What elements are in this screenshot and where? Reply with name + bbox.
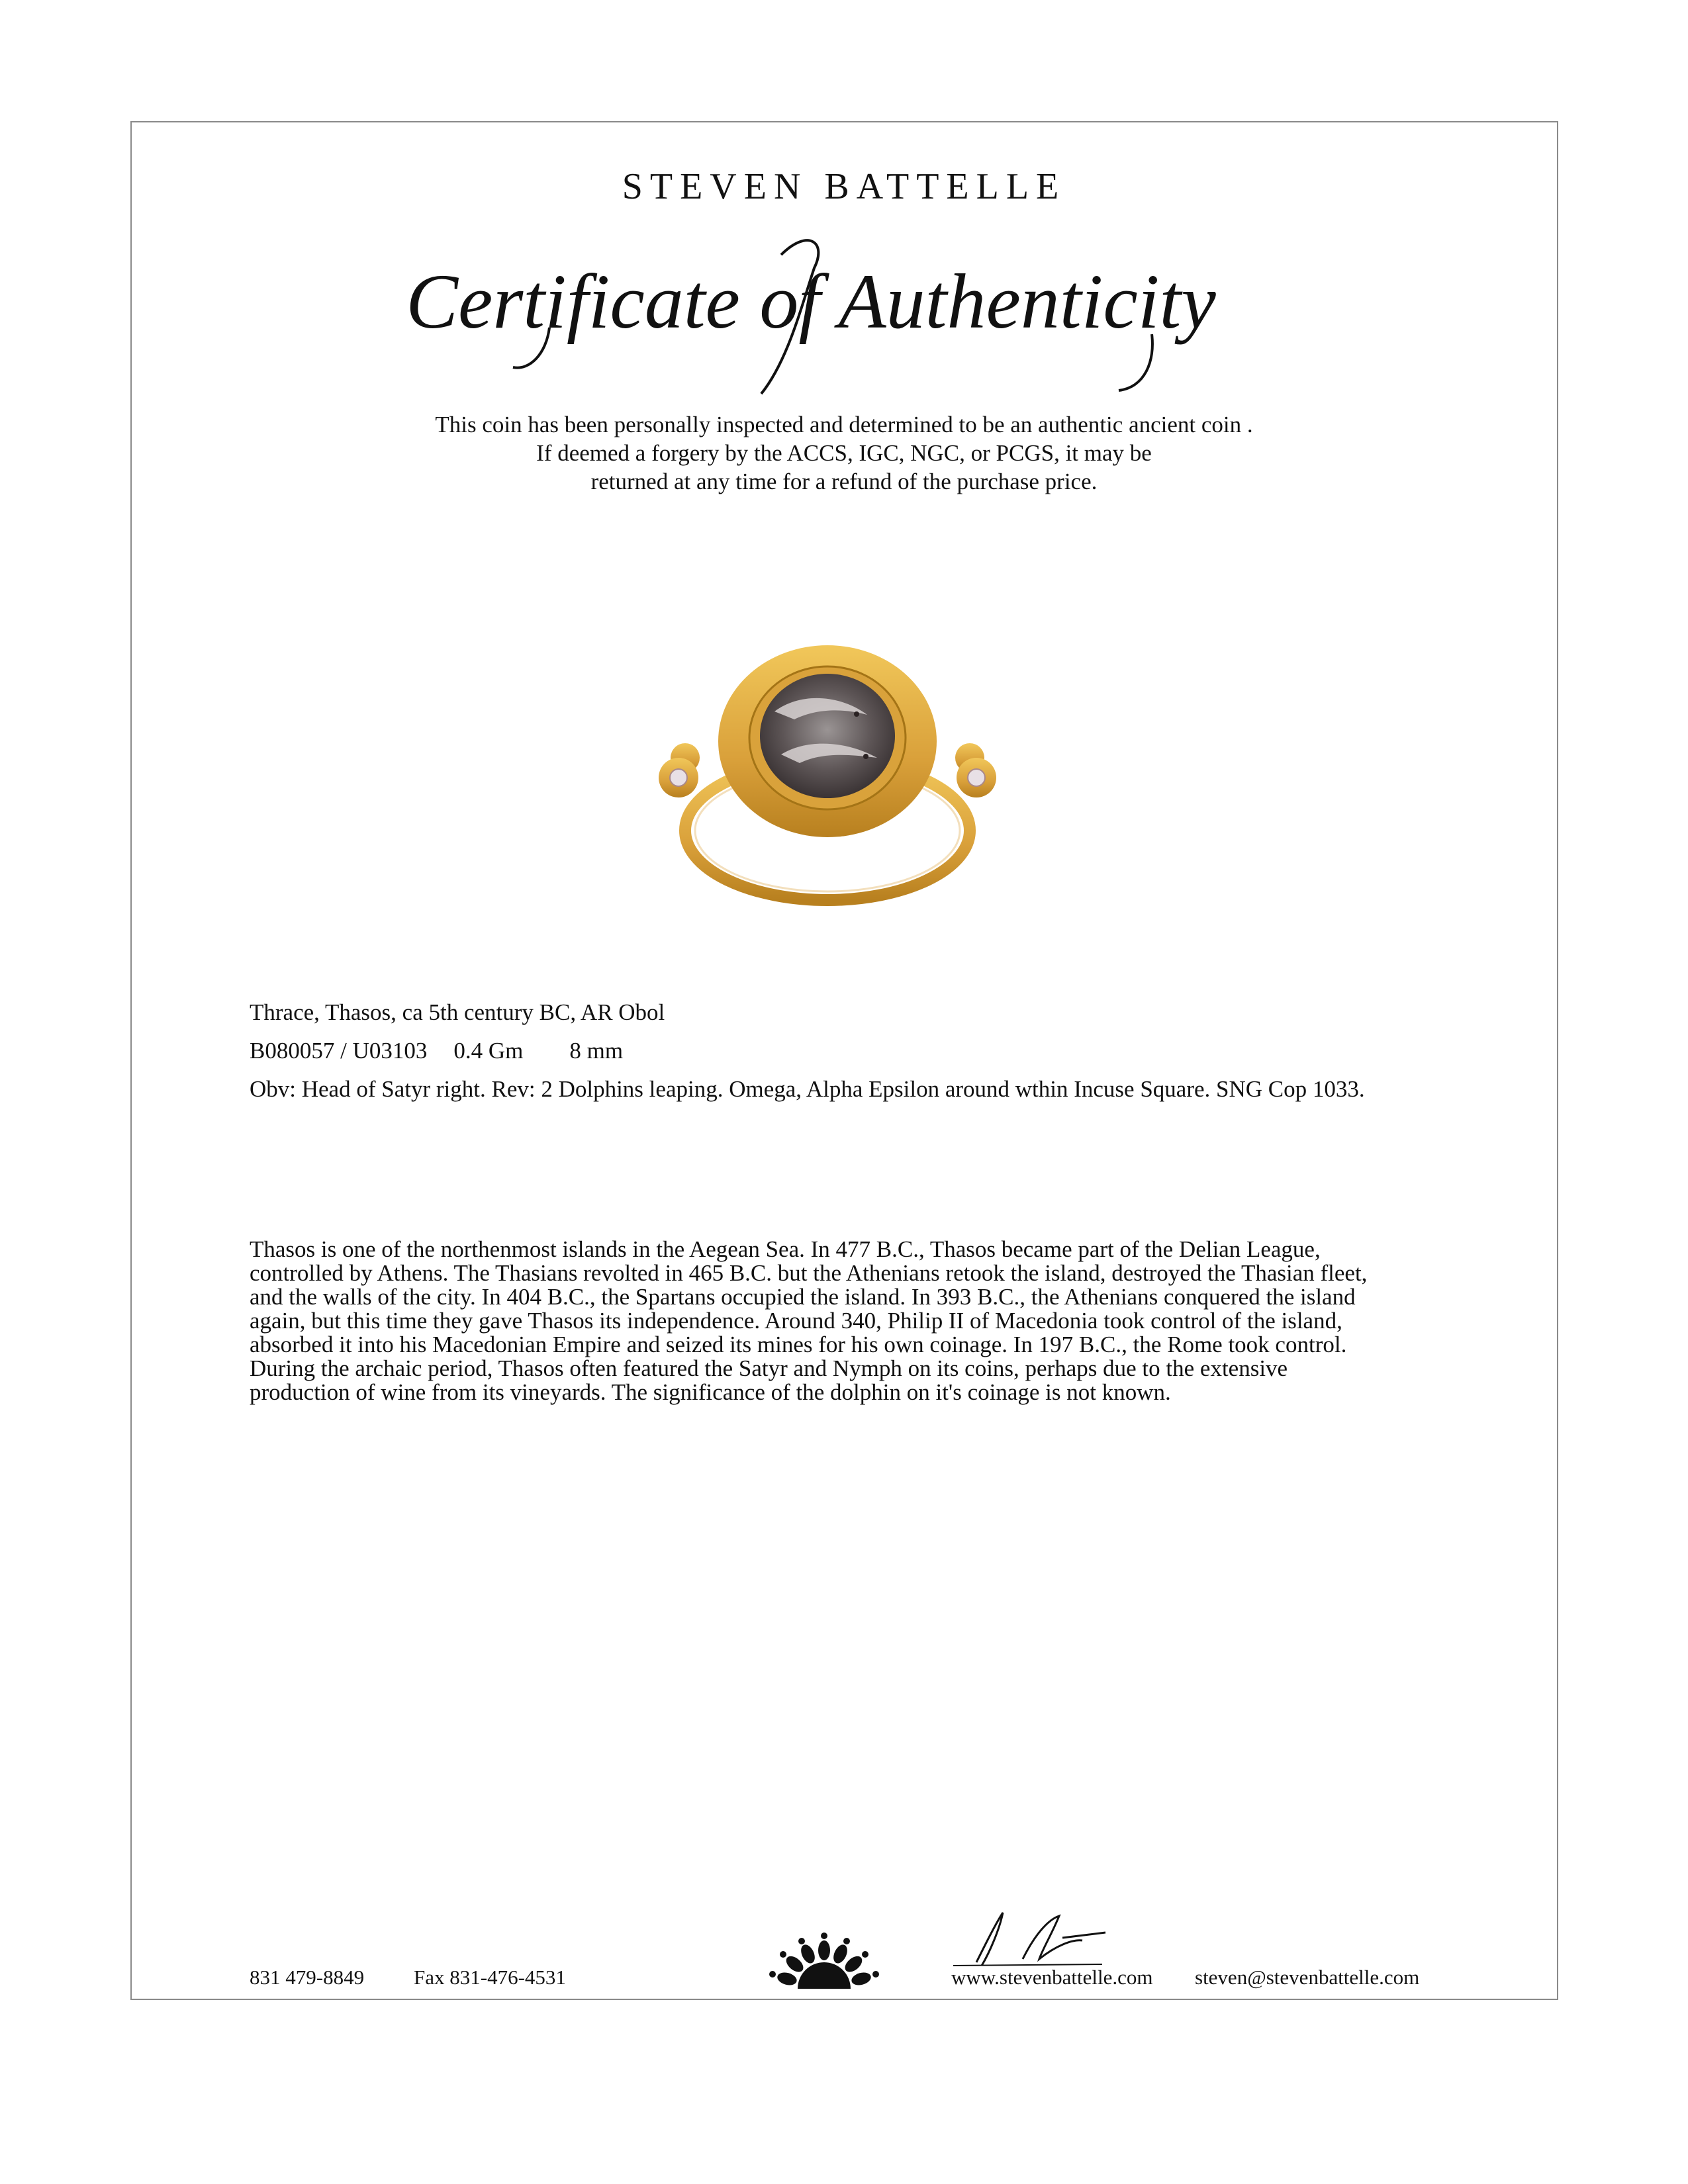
certificate-title xyxy=(351,228,1271,407)
coin-weight: 0.4 Gm xyxy=(453,1038,524,1064)
fax-number: Fax 831-476-4531 xyxy=(414,1966,566,1989)
certificate-title-text: Certificate of Authenticity xyxy=(406,258,1216,345)
website-link[interactable]: www.stevenbattelle.com xyxy=(951,1966,1153,1989)
coin-identifiers xyxy=(250,1038,1375,1064)
coin-history: Thasos is one of the northenmost islands in the Aegean Sea. In 477 B.C., Thasos became part of the Delian League, controlled by Athens. The Thasians revolted in 465 B.C. but the Athenians retook the island, destroyed the Thasian fleet, and the walls of the city. In 404 B.C., the Spartans occupied the island. In 393 B.C., the Athenians conquered the island again, but this time they gave Thasos its independence. Around 340, Philip II of Macedonia took control of the island, absorbed it into his Macedonian Empire and seized its mines for his own coinage. In 197 B.C., the Rome took control. During the archaic period, Thasos often featured the Satyr and Nymph on its coins, perhaps due to the extensive production of wine from its vineyards. The significance of the dolphin on it's coinage is not known. xyxy=(250,1236,1368,1405)
coin-description: Obv: Head of Satyr right. Rev: 2 Dolphins leaping. Omega, Alpha Epsilon around wthin Incuse Square. SNG Cop 1033. xyxy=(250,1076,1365,1102)
phone-number: 831 479-8849 xyxy=(250,1966,365,1989)
statement-line-3: returned at any time for a refund of the purchase price. xyxy=(590,469,1098,494)
coin-size: 8 mm xyxy=(569,1038,624,1064)
signature-icon xyxy=(950,1906,1149,1972)
authenticity-statement xyxy=(0,410,1688,496)
statement-line-1: This coin has been personally inspected and determined to be an authentic ancient coin . xyxy=(435,412,1253,437)
sunburst-logo-icon xyxy=(761,1933,887,1992)
statement-line-2: If deemed a forgery by the ACCS, IGC, NGC, or PCGS, it may be xyxy=(536,440,1152,466)
coin-origin: Thrace, Thasos, ca 5th century BC, AR Obol xyxy=(250,999,665,1025)
email-link[interactable]: steven@stevenbattelle.com xyxy=(1195,1966,1420,1989)
ring-photo xyxy=(629,632,1026,917)
coin-specifications xyxy=(250,999,1375,1103)
brand-name: STEVEN BATTELLE xyxy=(622,166,1066,207)
coin-sku: B080057 / U03103 xyxy=(250,1038,428,1064)
